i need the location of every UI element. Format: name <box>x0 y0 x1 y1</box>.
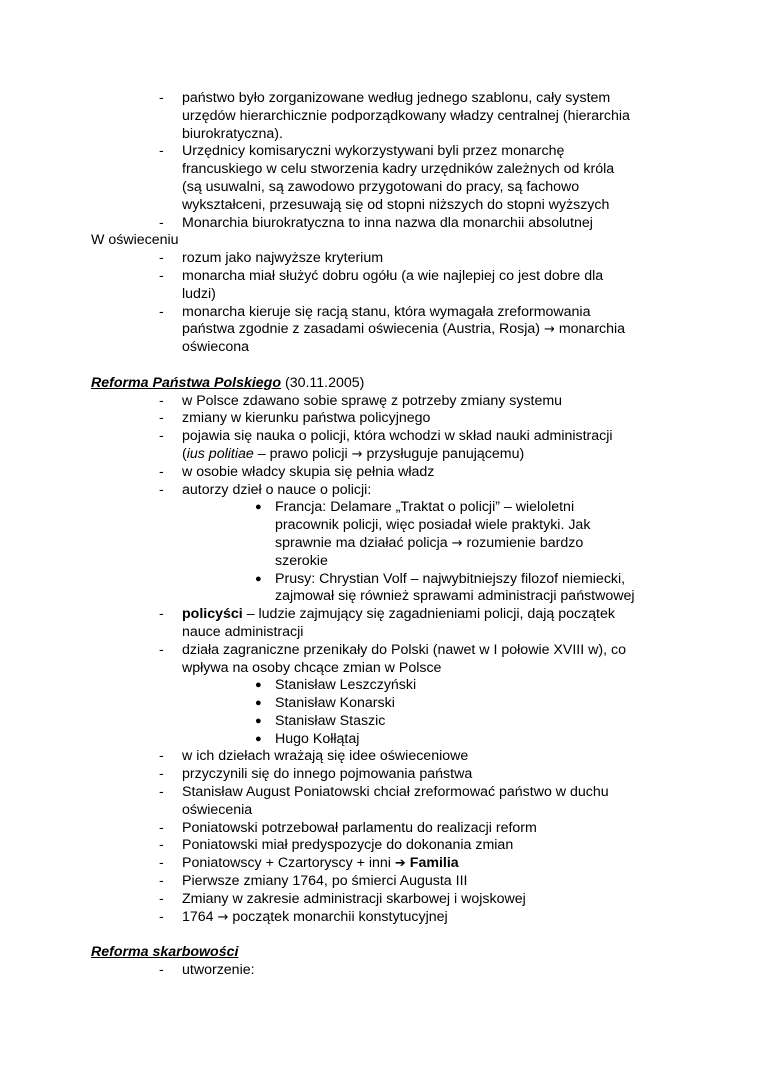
list-item: - Poniatowski miał predyspozycje do dokonania zmian <box>159 837 514 854</box>
list-item: - Poniatowski potrzebował parlamentu do realizacji reform <box>159 819 537 836</box>
sub-list-item: ● Hugo Kołłątaj <box>255 730 360 747</box>
bullet-icon: ● <box>255 572 262 585</box>
list-item: - Pierwsze zmiany 1764, po śmierci Augusta III <box>159 873 468 890</box>
bullet-icon: ● <box>255 501 262 514</box>
sub-list-item: ● Stanisław Konarski <box>255 695 395 712</box>
section-heading-skarb: Reforma skarbowości <box>91 944 239 961</box>
list-item: - Poniatowscy + Czartoryscy + inni ➔ Familia <box>159 855 459 872</box>
bold-arrow-icon: ➔ <box>394 856 406 872</box>
list-item: - w Polsce zdawano sobie sprawę z potrzeby zmiany systemu <box>159 392 563 409</box>
bullet-icon: ● <box>255 714 262 727</box>
sub-list-item: ● Stanisław Leszczyński <box>255 677 417 694</box>
bullet-icon: ● <box>255 697 262 710</box>
arrow-icon: → <box>451 535 463 551</box>
section-heading-reforma: Reforma Państwa Polskiego (30.11.2005) <box>91 374 365 391</box>
sub-list-item: ● Stanisław Staszic <box>255 712 386 729</box>
list-item: - Stanisław August Poniatowski chciał zreformować państwo w duchu <box>159 784 609 801</box>
list-item: - 1764 → początek monarchii konstytucyjnej <box>159 908 448 925</box>
list-item: - w osobie władcy skupia się pełnia władz <box>159 463 435 480</box>
sub-list-item: ● Francja: Delamare „Traktat o policji” – wieloletni <box>255 499 575 516</box>
list-item: - utworzenie: <box>159 962 255 979</box>
list-item: - działa zagraniczne przenikały do Polski (nawet w I połowie XVIII w), co <box>159 641 626 658</box>
list-item: - rozum jako najwyższe kryterium <box>159 250 384 267</box>
list-item: - monarcha miał służyć dobru ogółu (a wie najlepiej co jest dobre dla <box>159 267 604 284</box>
arrow-icon: → <box>543 322 555 338</box>
section-label-oswiecenie: W oświeceniu <box>91 232 179 249</box>
bullet-icon: ● <box>255 732 262 745</box>
list-item: - Monarchia biurokratyczna to inna nazwa dla monarchii absolutnej <box>159 214 593 231</box>
page-body: - państwo było zorganizowane według jednego szablonu, cały system urzędów hierarchicznie podporządkowany władzy centralnej (hierarchia biurokratyczna). - Urzędnicy komisaryczni wykorzystywani byli przez monarchę francuskiego w celu stworzenia kadry urzędników zależnych od króla (są usuwalni, są zawodowo przygotowani do pracy, są fachowo wykształceni, przesuwają się od stopni niższych do stopni wyższych - Monarchia biurokratyczna to inna nazwa dla monarchii absolutnej W oświeceniu - rozum jako najwyższe kryterium - monarcha miał służyć dobru ogółu (a wie najlepiej co jest dobre dla ludzi) - monarcha kieruje się racją stanu, która wymagała zreformowania państwa zgodnie z zasadami oświecenia (Austria, Rosja) → monarchia oświecona Reforma Państwa Polskiego (30.11.2005) - w Polsce zdawano sobie sprawę z potrzeby zmiany systemu - zmiany w kierunku państwa policyjnego - pojawia się nauka o policji, która wchodzi w skład nauki administracji (ius politiae – prawo policji → przysługuje panującemu) - w osobie władcy skupia się pełnia władz - autorzy dzieł o nauce o policji: ● Francja: Delamare „Traktat o policji” – wieloletni pracownik policji, więc posiadał wiele praktyki. Jak sprawnie ma działać policja → rozumienie bardzo szerokie ● Prusy: Chrystian Volf – najwybitniejszy filozof niemiecki, zajmował się również sprawami administracji państwowej - policyści – ludzie zajmujący się zagadnieniami policji, dają początek nauce administracji - działa zagraniczne przenikały do Polski (nawet w I połowie XVIII w), co wpływa na osoby chcące zmian w Polsce ● Stanisław Leszczyński ● Stanisław Konarski ● Stanisław Staszic ● Hugo Kołłątaj - w ich dziełach wrażają się idee oświeceniowe - przyczynili się do innego pojmowania państwa - Stanisław August Poniatowski chciał zreformować państwo w duchu oświecenia - Poniatowski potrzebował parlamentu do realizacji reform - Poniatowski miał predyspozycje do dokonania zmian - Poniatowscy + Czartoryscy + inni ➔ Familia - Pierwsze zmiany 1764, po śmierci Augusta III - Zmiany w zakresie administracji skarbowej i wojskowej - 1764 → początek monarchii konstytucyjnej Reforma skarbowości - utworzenie: <box>0 90 760 980</box>
list-item: - Urzędnicy komisaryczni wykorzystywani byli przez monarchę <box>159 143 565 160</box>
sub-list-item: ● Prusy: Chrystian Volf – najwybitniejszy filozof niemiecki, <box>255 570 626 587</box>
list-item: - policyści – ludzie zajmujący się zagadnieniami policji, dają początek <box>159 606 615 623</box>
list-item: - przyczynili się do innego pojmowania państwa <box>159 766 473 783</box>
list-item: - monarcha kieruje się racją stanu, która wymagała zreformowania <box>159 303 591 320</box>
list-item: - pojawia się nauka o policji, która wchodzi w skład nauki administracji <box>159 428 613 445</box>
list-item: - państwo było zorganizowane według jednego szablonu, cały system <box>159 90 611 106</box>
list-item: - autorzy dzieł o nauce o policji: <box>159 481 372 498</box>
bullet-icon: ● <box>255 679 262 692</box>
list-item: - Zmiany w zakresie administracji skarbowej i wojskowej <box>159 890 526 907</box>
list-item: - w ich dziełach wrażają się idee oświeceniowe <box>159 748 469 765</box>
arrow-icon: → <box>351 446 363 462</box>
arrow-icon: → <box>217 909 229 925</box>
list-item: - zmiany w kierunku państwa policyjnego <box>159 410 431 427</box>
